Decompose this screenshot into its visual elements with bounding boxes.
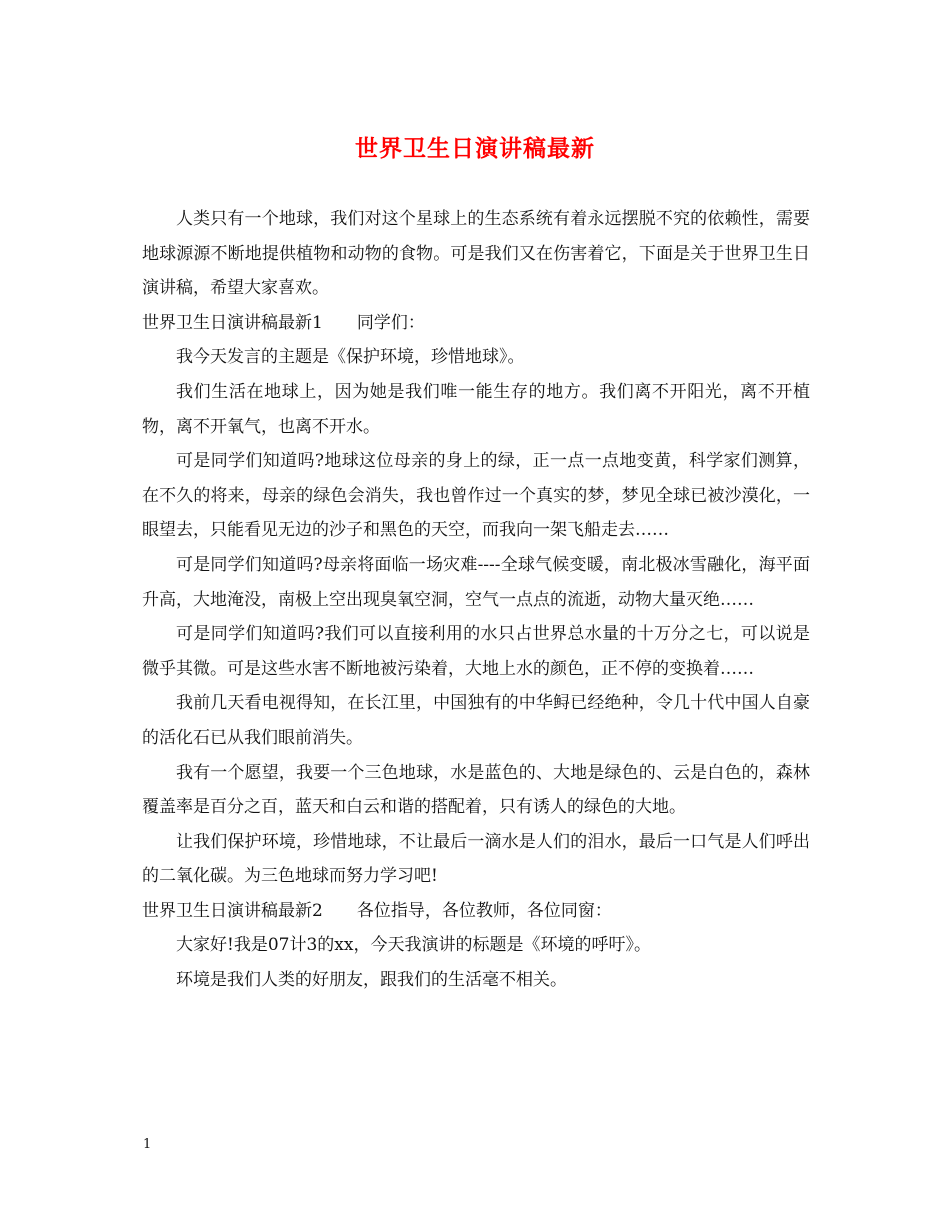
section-heading-2: 世界卫生日演讲稿最新2 各位指导，各位教师，各位同窗： bbox=[142, 900, 612, 921]
paragraph: 我们生活在地球上，因为她是我们唯一能生存的地方。我们离不开阳光，离不开植物，离不开氧气，也离不开水。 bbox=[142, 381, 810, 437]
paragraph: 我今天发言的主题是《保护环境，珍惜地球》。 bbox=[176, 347, 525, 368]
document-title: 世界卫生日演讲稿最新 bbox=[355, 135, 595, 162]
page-number: 1 bbox=[143, 1137, 152, 1152]
document-body bbox=[142, 202, 810, 998]
paragraph: 可是同学们知道吗?母亲将面临一场灾难----全球气候变暖，南北极冰雪融化，海平面升高，大地淹没，南极上空出现臭氧空洞，空气一点点的流逝，动物大量灭绝…… bbox=[142, 554, 810, 610]
section-heading-1: 世界卫生日演讲稿最新1 同学们： bbox=[142, 312, 425, 333]
paragraph-intro: 人类只有一个地球，我们对这个星球上的生态系统有着永远摆脱不究的依赖性，需要地球源源不断地提供植物和动物的食物。可是我们又在伤害着它，下面是关于世界卫生日演讲稿，希望大家喜欢。 bbox=[142, 209, 810, 299]
paragraph: 可是同学们知道吗?地球这位母亲的身上的绿，正一点一点地变黄，科学家们测算，在不久的将来，母亲的绿色会消失，我也曾作过一个真实的梦，梦见全球已被沙漠化，一眼望去，只能看见无边的沙子和黑色的天空，而我向一架飞船走去…… bbox=[142, 451, 810, 541]
paragraph: 环境是我们人类的好朋友，跟我们的生活毫不相关。 bbox=[176, 970, 567, 991]
paragraph: 可是同学们知道吗?我们可以直接利用的水只占世界总水量的十万分之七，可以说是微乎其微。可是这些水害不断地被污染着，大地上水的颜色，正不停的变换着…… bbox=[142, 624, 810, 679]
paragraph: 我前几天看电视得知，在长江里，中国独有的中华鲟已经绝种，令几十代中国人自豪的活化石已从我们眼前消失。 bbox=[142, 693, 810, 748]
paragraph: 让我们保护环境，珍惜地球，不让最后一滴水是人们的泪水，最后一口气是人们呼出的二氧化碳。为三色地球而努力学习吧! bbox=[142, 831, 810, 887]
paragraph: 大家好!我是07计3的xx，今天我演讲的标题是《环境的呼吁》。 bbox=[176, 935, 651, 956]
paragraph: 我有一个愿望，我要一个三色地球，水是蓝色的、大地是绿色的、云是白色的，森林覆盖率是百分之百，蓝天和白云和谐的搭配着，只有诱人的绿色的大地。 bbox=[142, 762, 810, 818]
